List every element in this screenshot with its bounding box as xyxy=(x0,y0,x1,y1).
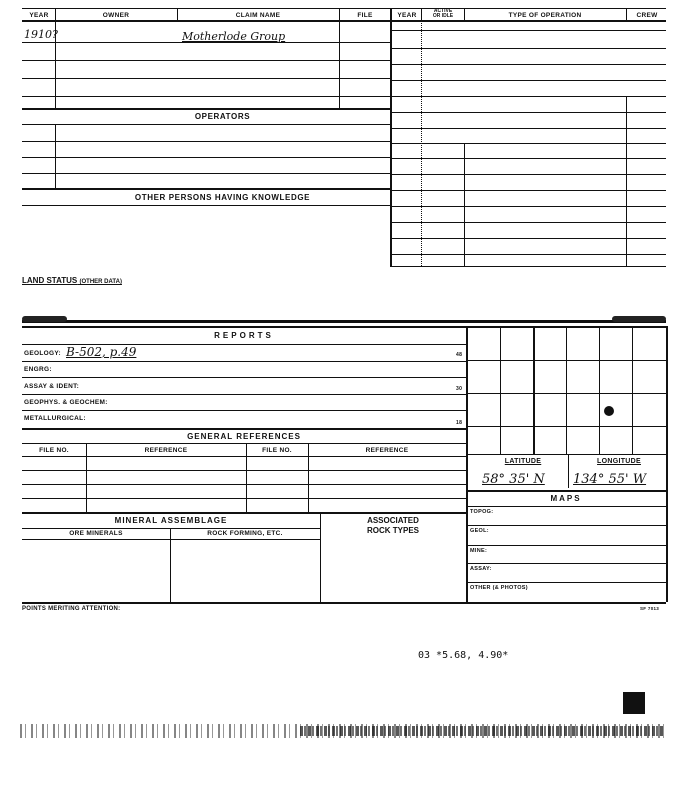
latitude-value: 58° 35' N xyxy=(482,472,545,487)
gr-file-no-2: FILE NO. xyxy=(262,447,292,454)
rock-forming-header: ROCK FORMING, ETC. xyxy=(207,530,283,537)
col-year-header: YEAR xyxy=(29,12,49,19)
land-status-label: LAND STATUS xyxy=(22,276,78,285)
latitude-label: LATITUDE xyxy=(504,458,542,465)
reports-title: REPORTS xyxy=(214,331,274,340)
report-metallurgical-label: METALLURGICAL: xyxy=(24,415,86,422)
points-meriting-attention: POINTS MERITING ATTENTION: xyxy=(22,606,121,612)
report-engrg-label: ENGRG: xyxy=(24,366,52,373)
report-assay-label: ASSAY & IDENT: xyxy=(24,383,80,390)
or-idle-label: OR IDLE xyxy=(432,13,454,19)
land-status-sub: (OTHER DATA) xyxy=(79,279,122,285)
map-row-topog: TOPOG: xyxy=(470,509,494,515)
entry-year: 1910? xyxy=(24,28,58,41)
report-metallurgical-num: 18 xyxy=(456,420,463,426)
entry-claim-name: Motherlode Group xyxy=(182,30,286,43)
general-references-title: GENERAL REFERENCES xyxy=(187,432,301,441)
map-row-geol: GEOL: xyxy=(470,528,489,534)
other-persons-label: OTHER PERSONS HAVING KNOWLEDGE xyxy=(134,193,311,202)
report-geophys-label: GEOPHYS. & GEOCHEM: xyxy=(24,399,108,406)
report-geology-label: GEOLOGY: xyxy=(24,350,61,357)
typed-code: 03 *5.68, 4.90* xyxy=(418,650,509,661)
col-file-header: FILE xyxy=(357,12,373,19)
location-dot xyxy=(604,406,614,416)
map-row-assay: ASSAY: xyxy=(470,566,492,572)
col-owner-header: OWNER xyxy=(102,12,130,19)
gr-reference-1: REFERENCE xyxy=(144,447,188,454)
associated-label: ASSOCIATED xyxy=(367,516,419,525)
divider-smudge-right xyxy=(612,316,666,322)
col-claim-name-header: CLAIM NAME xyxy=(235,12,281,19)
rock-types-label: ROCK TYPES xyxy=(366,526,419,535)
form-number: SF 7013 xyxy=(640,606,660,611)
longitude-label: LONGITUDE xyxy=(597,458,641,465)
section-divider xyxy=(22,320,666,323)
col-type-of-operation-header: TYPE OF OPERATION xyxy=(508,12,582,19)
divider-smudge-left xyxy=(22,316,67,322)
report-assay-num: 30 xyxy=(456,386,463,392)
operators-label: OPERATORS xyxy=(194,112,251,121)
col-year2-header: YEAR xyxy=(397,12,417,19)
black-marker-square xyxy=(623,692,645,714)
active-label: ACTIVE xyxy=(433,8,453,14)
mineral-assemblage-title: MINERAL ASSEMBLAGE xyxy=(114,516,228,525)
col-crew-header: CREW xyxy=(636,12,658,19)
gr-file-no-1: FILE NO. xyxy=(39,447,69,454)
map-row-mine: MINE: xyxy=(470,548,488,554)
longitude-value: 134° 55' W xyxy=(573,472,647,487)
report-geology-num: 48 xyxy=(456,352,463,358)
col-active-header xyxy=(422,9,464,19)
ore-minerals-header: ORE MINERALS xyxy=(69,530,123,537)
maps-title: MAPS xyxy=(550,494,582,503)
map-row-other: OTHER (& PHOTOS) xyxy=(470,585,528,591)
gr-reference-2: REFERENCE xyxy=(365,447,409,454)
scan-noise-band-dense xyxy=(300,726,664,736)
associated-rock-types-header xyxy=(320,516,466,536)
land-status xyxy=(22,276,122,285)
report-geology-value: B-502, p.49 xyxy=(66,345,137,359)
